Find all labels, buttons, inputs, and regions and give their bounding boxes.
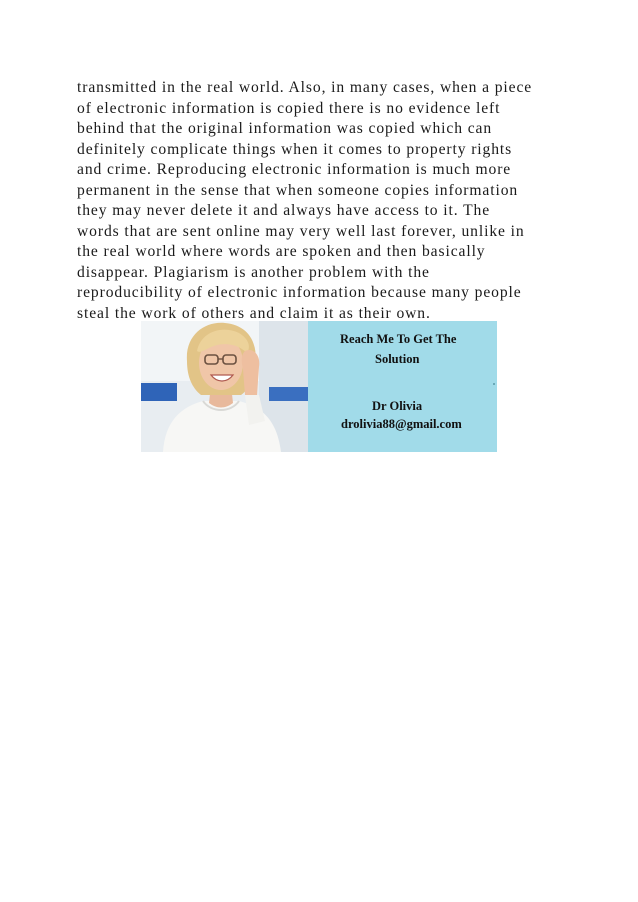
paragraph-line: transmitted in the real world. Also, in many cases, when a piece	[77, 79, 533, 96]
banner-headline-line1: Reach Me To Get The	[340, 332, 457, 346]
contact-email[interactable]: drolivia88@gmail.com	[341, 417, 462, 431]
paragraph-line: permanent in the sense that when someone copies information	[77, 181, 519, 199]
paragraph-line: they may never delete it and always have access to it. The	[77, 202, 491, 219]
contact-banner	[141, 321, 497, 452]
paragraph-line: the real world where words are spoken and then basically	[77, 243, 486, 260]
woman-portrait-photo	[141, 321, 308, 452]
paragraph-line: steal the work of others and claim it as their own.	[77, 304, 431, 322]
contact-name: Dr Olivia	[372, 399, 423, 413]
paragraph-line: disappear. Plagiarism is another problem with the	[77, 263, 430, 281]
paragraph-line: reproducibility of electronic information because many people	[77, 284, 522, 301]
paragraph-line: and crime. Reproducing electronic information is much more	[77, 161, 512, 178]
banner-headline-line2: Solution	[375, 352, 420, 366]
contact-info-panel	[308, 321, 497, 452]
paragraph-line: behind that the original information was copied which can	[77, 120, 493, 137]
paragraph-line: words that are sent online may very well last forever, unlike in	[77, 222, 525, 240]
body-paragraph	[77, 78, 577, 324]
decorative-dot	[493, 383, 495, 385]
paragraph-line: of electronic information is copied there is no evidence left	[77, 99, 501, 117]
paragraph-line: definitely complicate things when it comes to property rights	[77, 140, 513, 158]
